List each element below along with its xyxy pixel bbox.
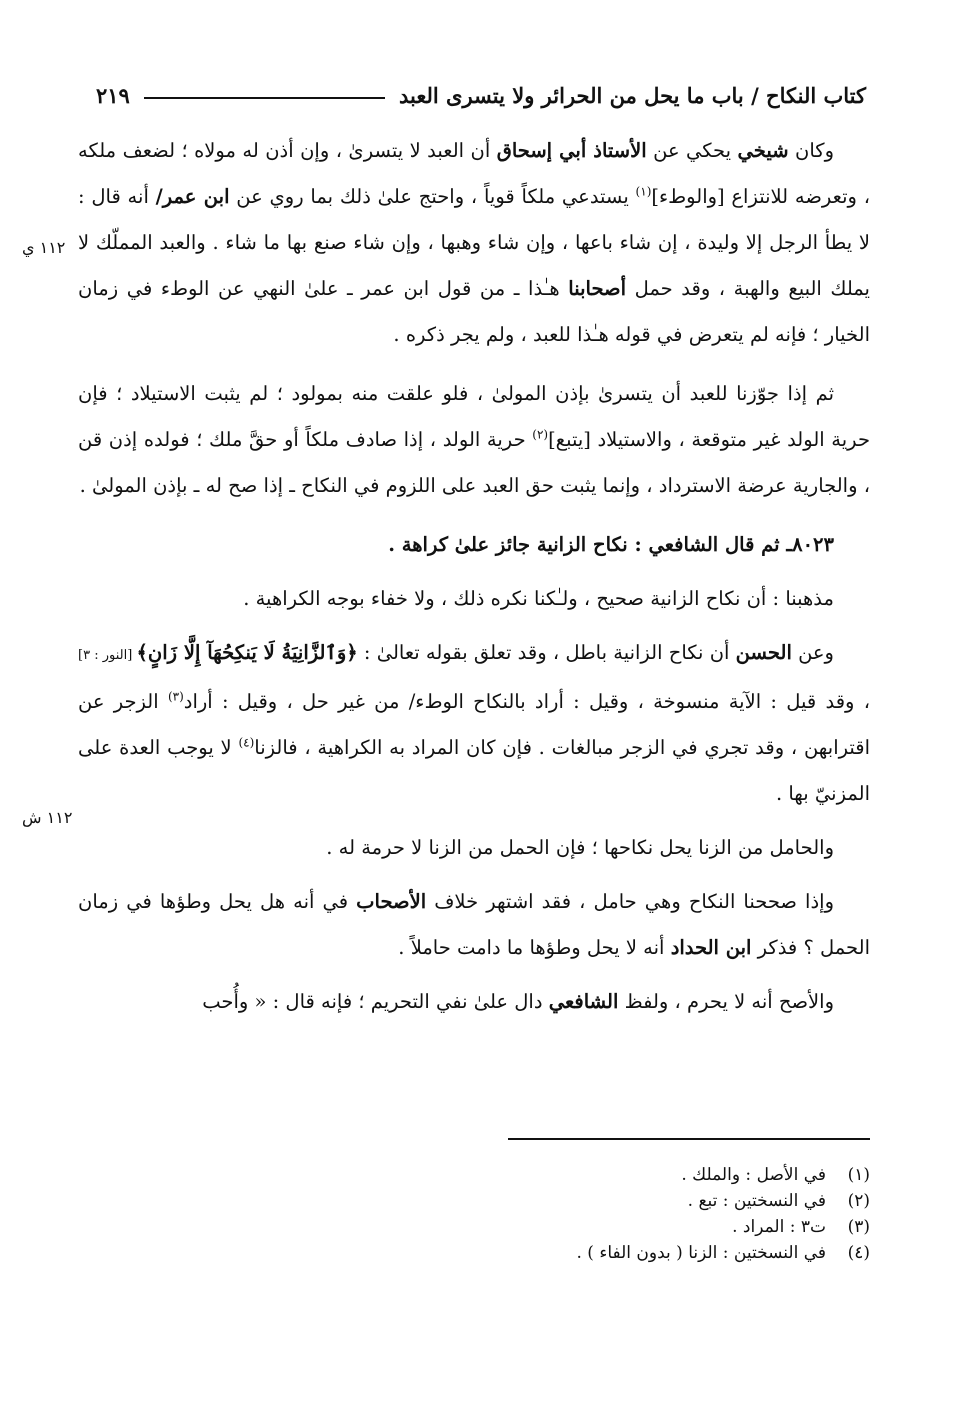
name-shaykhi: شيخي — [737, 139, 789, 162]
header-title: كتاب النكاح / باب ما يحل من الحرائر ولا يتسرى العبد — [398, 82, 866, 108]
paragraph-hamil: والحامل من الزنا يحل نكاحها ؛ فإن الحمل من الزنا لا حرمة له . — [326, 836, 834, 859]
header-rule — [144, 97, 385, 99]
running-header — [96, 78, 866, 112]
footnote-text: ت٣ : المراد . — [732, 1217, 826, 1237]
footnote-ref-4: (٤) — [238, 735, 255, 750]
main-text — [78, 128, 870, 1025]
footnote-ref-1: (١) — [635, 184, 652, 199]
footnote-text: في الأصل : والملك . — [681, 1165, 826, 1185]
footnote-item — [330, 1188, 870, 1214]
quran-verse: ﴿وَٱلزَّانِيَةُ لَا يَنكِحُهَآ إِلَّا زَانٍ﴾ — [136, 641, 358, 664]
paragraph-asahh: والأصح أنه لا يحرم ، ولفظ الشافعي دال علىٰ نفي التحريم ؛ فإنه قال : « وأُحب — [202, 990, 834, 1013]
footnote-ref-2: (٢) — [532, 427, 549, 442]
paragraph-ashab-khilaf: وإذا صححنا النكاح وهي حامل ، فقد اشتهر خلاف الأصحاب في أنه هل يحل وطؤها في زمان الحمل ؟ فذكر ابن الحداد أنه لا يحل وطؤها ما دامت حاملاً . — [78, 890, 870, 959]
manuscript-marker-y: ١١٢ ي — [22, 238, 66, 257]
footnote-number: (٤) — [847, 1243, 870, 1263]
name-ibn-haddad: ابن الحداد — [670, 936, 752, 959]
footnote-number: (١) — [847, 1165, 870, 1185]
footnote-text: في النسختين : الزنا ( بدون الفاء ) . — [576, 1243, 826, 1263]
page-number: ٢١٩ — [96, 82, 130, 108]
paragraph-hasan: وعن الحسن أن نكاح الزانية باطل ، وقد تعلق بقوله تعالىٰ : ﴿وَٱلزَّانِيَةُ لَا يَنكِحُهَآ إِلَّا زَانٍ﴾ [النور : ٣] ، وقد قيل : الآية منسوخة ، وقيل : أراد بالنكاح الوطء/ من غير حل ، وقيل : أراد$^{(٣)}$ الزجر عن اقترابهن ، وقد تجري في الزجر مبالغات . فإن كان المراد به الكراهية ، فالزنا$^{(٤)}$ لا يوجب العدة على المزنيّ بها . — [78, 641, 871, 805]
name-ashab: الأصحاب — [356, 890, 427, 913]
paragraph-shaykh-report: وكان شيخي يحكي عن الأستاذ أبي إسحاق أن العبد لا يتسرىٰ ، وإن أذن له مولاه ؛ لضعف ملكه ، وتعرضه للانتزاع [والوطء]$^{(١)}$ يستدعي ملكاً قوياً ، واحتج علىٰ ذلك بما روي عن ابن عمر/ أنه قال : لا يطأ الرجل إلا وليدة ، إن شاء باعها ، وإن شاء وهبها ، وإن شاء صنع بها ما شاء . والعبد المملّك لا يملك البيع والهبة ، وقد حمل أصحابنا هـٰذا ـ من قول ابن عمر ـ علىٰ النهي عن الوطء في زمان الخيار ؛ فإنه لم يتعرض في قوله هـٰذا للعبد ، ولم يجر ذكره . — [78, 139, 870, 346]
footnote-text: في النسختين : تبع . — [687, 1191, 826, 1211]
footnote-item — [330, 1162, 870, 1188]
quran-reference: [النور : ٣] — [78, 648, 137, 663]
name-shafii: الشافعي — [548, 990, 619, 1013]
manuscript-marker-sh: ١١٢ ش — [22, 808, 73, 827]
footnote-number: (٣) — [847, 1217, 870, 1237]
footnote-ref-3: (٣) — [167, 689, 184, 704]
paragraph-madhhabuna: مذهبنا : أن نكاح الزانية صحيح ، ولـٰكنا نكره ذلك ، ولا خفاء بوجه الكراهية . — [243, 587, 834, 610]
paragraph-section-8023: ٨٠٢٣ـ ثم قال الشافعي : نكاح الزانية جائز علىٰ كراهة . — [388, 533, 834, 556]
footnotes — [330, 1162, 870, 1266]
footnote-number: (٢) — [847, 1191, 870, 1211]
name-ashabuna: أصحابنا — [568, 277, 627, 300]
paragraph-istilad: ثم إذا جوّزنا للعبد أن يتسرىٰ بإذن المولىٰ ، فلو علقت منه بمولود ؛ لم يثبت الاستيلاد ؛ فإن حرية الولد غير متوقعة ، والاستيلاد [يتبع]$^{(٢)}$ حرية الولد ، إذا صادف ملكاً أو حقَّ ملك ؛ فولده إذن قن ، والجارية عرضة الاسترداد ، وإنما يثبت حق العبد على اللزوم في النكاح ـ إذا صح له ـ بإذن المولىٰ . — [78, 382, 870, 497]
footnote-separator — [508, 1138, 870, 1140]
name-ibn-umar: ابن عمر/ — [155, 185, 230, 208]
footnote-item — [330, 1214, 870, 1240]
name-hasan: الحسن — [735, 641, 792, 664]
footnote-item — [330, 1240, 870, 1266]
name-abu-ishaq: الأستاذ أبي إسحاق — [496, 139, 647, 162]
